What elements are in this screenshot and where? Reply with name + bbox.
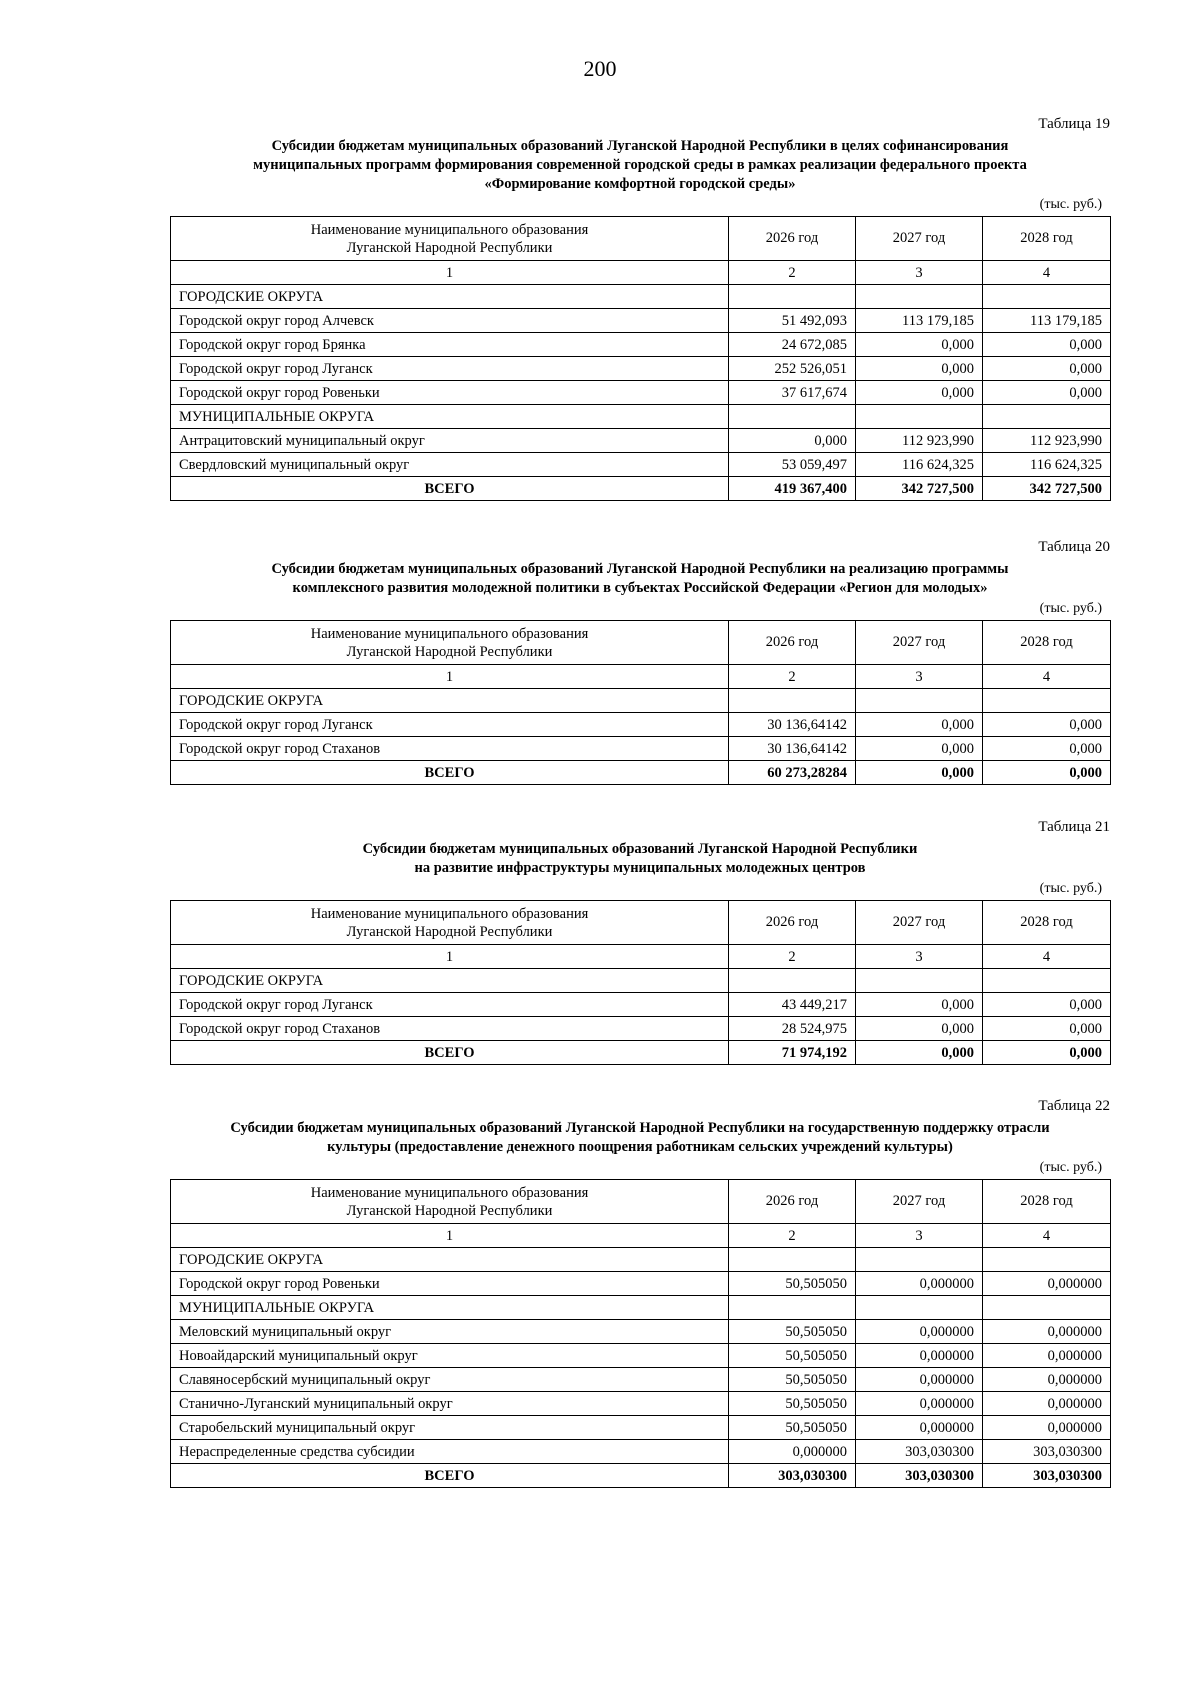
table-row bbox=[171, 737, 1111, 761]
value-cell: 0,000000 bbox=[856, 1320, 983, 1344]
value-cell: 0,000000 bbox=[983, 1416, 1111, 1440]
section-row bbox=[171, 969, 1111, 993]
total-row bbox=[171, 761, 1111, 785]
index-row bbox=[171, 1224, 1111, 1248]
empty-cell bbox=[729, 969, 856, 993]
value-cell: 30 136,64142 bbox=[729, 713, 856, 737]
index-cell: 4 bbox=[983, 1224, 1111, 1248]
section-row bbox=[171, 689, 1111, 713]
value-cell: 50,505050 bbox=[729, 1320, 856, 1344]
value-cell: 0,000 bbox=[856, 713, 983, 737]
index-cell: 1 bbox=[171, 1224, 729, 1248]
units-note: (тыс. руб.) bbox=[1039, 1160, 1102, 1175]
index-cell: 4 bbox=[983, 665, 1111, 689]
table-title bbox=[170, 137, 1110, 194]
total-value-cell: 0,000 bbox=[983, 761, 1111, 785]
index-cell: 1 bbox=[171, 261, 729, 285]
section-name-cell: ГОРОДСКИЕ ОКРУГА bbox=[171, 689, 729, 713]
table-row bbox=[171, 993, 1111, 1017]
header-year-cell: 2028 год bbox=[983, 217, 1111, 261]
name-cell: Новоайдарский муниципальный округ bbox=[171, 1344, 729, 1368]
value-cell: 113 179,185 bbox=[856, 309, 983, 333]
value-cell: 0,000000 bbox=[983, 1344, 1111, 1368]
table-label: Таблица 22 bbox=[1038, 1098, 1110, 1114]
empty-cell bbox=[856, 1296, 983, 1320]
table-label: Таблица 19 bbox=[1038, 116, 1110, 132]
section-row bbox=[171, 1296, 1111, 1320]
value-cell: 50,505050 bbox=[729, 1416, 856, 1440]
value-cell: 37 617,674 bbox=[729, 381, 856, 405]
name-cell: Старобельский муниципальный округ bbox=[171, 1416, 729, 1440]
index-cell: 3 bbox=[856, 945, 983, 969]
table-row bbox=[171, 333, 1111, 357]
index-cell: 2 bbox=[729, 665, 856, 689]
name-cell: Городской округ город Ровеньки bbox=[171, 1272, 729, 1296]
name-cell: Свердловский муниципальный округ bbox=[171, 453, 729, 477]
total-row bbox=[171, 1041, 1111, 1065]
data-table bbox=[170, 1179, 1111, 1488]
header-year-cell: 2027 год bbox=[856, 901, 983, 945]
data-table bbox=[170, 620, 1111, 785]
value-cell: 0,000 bbox=[983, 381, 1111, 405]
index-cell: 2 bbox=[729, 261, 856, 285]
units-note: (тыс. руб.) bbox=[1039, 881, 1102, 896]
total-row bbox=[171, 477, 1111, 501]
name-cell: Городской округ город Стаханов bbox=[171, 737, 729, 761]
value-cell: 0,000000 bbox=[983, 1320, 1111, 1344]
total-label-cell: ВСЕГО bbox=[171, 1041, 729, 1065]
empty-cell bbox=[729, 1296, 856, 1320]
total-label-cell: ВСЕГО bbox=[171, 477, 729, 501]
empty-cell bbox=[983, 969, 1111, 993]
total-value-cell: 303,030300 bbox=[729, 1464, 856, 1488]
value-cell: 50,505050 bbox=[729, 1392, 856, 1416]
header-name-line1: Наименование муниципального образования bbox=[310, 905, 589, 922]
table-row bbox=[171, 381, 1111, 405]
table-label: Таблица 20 bbox=[1038, 539, 1110, 555]
table-title-line: комплексного развития молодежной политики в субъектах Российской Федерации «Регион для молодых» bbox=[292, 580, 988, 596]
header-year-cell: 2026 год bbox=[729, 1180, 856, 1224]
empty-cell bbox=[983, 689, 1111, 713]
data-table bbox=[170, 900, 1111, 1065]
data-table bbox=[170, 216, 1111, 501]
table-row bbox=[171, 713, 1111, 737]
name-cell: Городской округ город Луганск bbox=[171, 357, 729, 381]
header-year-cell: 2026 год bbox=[729, 217, 856, 261]
table-title bbox=[170, 560, 1110, 598]
value-cell: 0,000 bbox=[856, 381, 983, 405]
header-name-cell bbox=[171, 1180, 729, 1224]
units-note: (тыс. руб.) bbox=[1039, 601, 1102, 616]
table-title-line: Субсидии бюджетам муниципальных образований Луганской Народной Республики в целях софинансирования bbox=[271, 138, 1009, 154]
table-title-line: «Формирование комфортной городской среды» bbox=[484, 176, 796, 192]
header-name-line2: Луганской Народной Республики bbox=[346, 239, 553, 256]
section-name-cell: МУНИЦИПАЛЬНЫЕ ОКРУГА bbox=[171, 405, 729, 429]
header-year-cell: 2027 год bbox=[856, 621, 983, 665]
empty-cell bbox=[856, 689, 983, 713]
index-cell: 1 bbox=[171, 665, 729, 689]
total-row bbox=[171, 1464, 1111, 1488]
header-year-cell: 2028 год bbox=[983, 1180, 1111, 1224]
value-cell: 116 624,325 bbox=[983, 453, 1111, 477]
header-year-cell: 2028 год bbox=[983, 901, 1111, 945]
table-title-line: Субсидии бюджетам муниципальных образований Луганской Народной Республики на государственную поддержку отрасли bbox=[230, 1120, 1050, 1136]
table-row bbox=[171, 1320, 1111, 1344]
table-title bbox=[170, 840, 1110, 878]
value-cell: 0,000 bbox=[729, 429, 856, 453]
table-title-line: на развитие инфраструктуры муниципальных молодежных центров bbox=[414, 860, 866, 876]
value-cell: 0,000 bbox=[856, 357, 983, 381]
section-row bbox=[171, 405, 1111, 429]
index-cell: 4 bbox=[983, 261, 1111, 285]
units-note: (тыс. руб.) bbox=[1039, 197, 1102, 212]
total-value-cell: 0,000 bbox=[983, 1041, 1111, 1065]
table-row bbox=[171, 429, 1111, 453]
empty-cell bbox=[983, 1248, 1111, 1272]
value-cell: 112 923,990 bbox=[983, 429, 1111, 453]
value-cell: 112 923,990 bbox=[856, 429, 983, 453]
value-cell: 303,030300 bbox=[856, 1440, 983, 1464]
header-name-cell bbox=[171, 621, 729, 665]
value-cell: 0,000 bbox=[983, 1017, 1111, 1041]
value-cell: 30 136,64142 bbox=[729, 737, 856, 761]
total-label-cell: ВСЕГО bbox=[171, 1464, 729, 1488]
name-cell: Нераспределенные средства субсидии bbox=[171, 1440, 729, 1464]
name-cell: Городской округ город Стаханов bbox=[171, 1017, 729, 1041]
value-cell: 252 526,051 bbox=[729, 357, 856, 381]
header-year-cell: 2027 год bbox=[856, 217, 983, 261]
total-value-cell: 71 974,192 bbox=[729, 1041, 856, 1065]
total-value-cell: 0,000 bbox=[856, 1041, 983, 1065]
value-cell: 53 059,497 bbox=[729, 453, 856, 477]
total-value-cell: 342 727,500 bbox=[983, 477, 1111, 501]
value-cell: 0,000 bbox=[983, 737, 1111, 761]
name-cell: Городской округ город Луганск bbox=[171, 993, 729, 1017]
empty-cell bbox=[856, 285, 983, 309]
header-row bbox=[171, 901, 1111, 945]
total-value-cell: 303,030300 bbox=[983, 1464, 1111, 1488]
table-row bbox=[171, 453, 1111, 477]
table-section-22 bbox=[170, 1097, 1110, 1488]
header-name-line2: Луганской Народной Республики bbox=[346, 923, 553, 940]
section-row bbox=[171, 285, 1111, 309]
header-row bbox=[171, 217, 1111, 261]
table-row bbox=[171, 1272, 1111, 1296]
header-name-line2: Луганской Народной Республики bbox=[346, 643, 553, 660]
index-row bbox=[171, 945, 1111, 969]
total-value-cell: 342 727,500 bbox=[856, 477, 983, 501]
name-cell: Городской округ город Алчевск bbox=[171, 309, 729, 333]
table-title bbox=[170, 1119, 1110, 1157]
empty-cell bbox=[729, 689, 856, 713]
table-section-19 bbox=[170, 115, 1110, 501]
header-year-cell: 2027 год bbox=[856, 1180, 983, 1224]
header-name-cell bbox=[171, 217, 729, 261]
table-section-20 bbox=[170, 538, 1110, 785]
value-cell: 0,000000 bbox=[729, 1440, 856, 1464]
header-name-line1: Наименование муниципального образования bbox=[310, 625, 589, 642]
value-cell: 0,000 bbox=[983, 993, 1111, 1017]
table-title-line: муниципальных программ формирования современной городской среды в рамках реализации федерального проекта bbox=[253, 157, 1027, 173]
value-cell: 0,000000 bbox=[983, 1392, 1111, 1416]
table-title-line: Субсидии бюджетам муниципальных образований Луганской Народной Республики на реализацию программы bbox=[271, 561, 1009, 577]
value-cell: 0,000 bbox=[983, 333, 1111, 357]
table-row bbox=[171, 1017, 1111, 1041]
value-cell: 0,000000 bbox=[856, 1392, 983, 1416]
empty-cell bbox=[856, 405, 983, 429]
table-title-line: культуры (предоставление денежного поощрения работникам сельских учреждений культуры) bbox=[327, 1139, 953, 1155]
empty-cell bbox=[729, 1248, 856, 1272]
section-name-cell: ГОРОДСКИЕ ОКРУГА bbox=[171, 285, 729, 309]
value-cell: 0,000000 bbox=[856, 1344, 983, 1368]
value-cell: 43 449,217 bbox=[729, 993, 856, 1017]
value-cell: 0,000 bbox=[856, 993, 983, 1017]
value-cell: 113 179,185 bbox=[983, 309, 1111, 333]
page-number: 200 bbox=[583, 56, 617, 81]
name-cell: Городской округ город Ровеньки bbox=[171, 381, 729, 405]
index-cell: 3 bbox=[856, 665, 983, 689]
value-cell: 0,000000 bbox=[983, 1272, 1111, 1296]
name-cell: Станично-Луганский муниципальный округ bbox=[171, 1392, 729, 1416]
table-row bbox=[171, 309, 1111, 333]
table-row bbox=[171, 1368, 1111, 1392]
name-cell: Городской округ город Луганск bbox=[171, 713, 729, 737]
index-cell: 3 bbox=[856, 261, 983, 285]
total-value-cell: 0,000 bbox=[856, 761, 983, 785]
value-cell: 0,000000 bbox=[856, 1416, 983, 1440]
name-cell: Городской округ город Брянка bbox=[171, 333, 729, 357]
table-title-line: Субсидии бюджетам муниципальных образований Луганской Народной Республики bbox=[362, 841, 918, 857]
table-row bbox=[171, 1440, 1111, 1464]
value-cell: 0,000000 bbox=[856, 1368, 983, 1392]
value-cell: 28 524,975 bbox=[729, 1017, 856, 1041]
value-cell: 0,000 bbox=[856, 1017, 983, 1041]
section-name-cell: МУНИЦИПАЛЬНЫЕ ОКРУГА bbox=[171, 1296, 729, 1320]
index-cell: 4 bbox=[983, 945, 1111, 969]
empty-cell bbox=[856, 1248, 983, 1272]
value-cell: 0,000000 bbox=[983, 1368, 1111, 1392]
empty-cell bbox=[983, 285, 1111, 309]
section-row bbox=[171, 1248, 1111, 1272]
value-cell: 303,030300 bbox=[983, 1440, 1111, 1464]
index-cell: 2 bbox=[729, 1224, 856, 1248]
header-name-cell bbox=[171, 901, 729, 945]
header-name-line1: Наименование муниципального образования bbox=[310, 1184, 589, 1201]
empty-cell bbox=[729, 405, 856, 429]
table-row bbox=[171, 1392, 1111, 1416]
table-label: Таблица 21 bbox=[1038, 819, 1110, 835]
table-section-21 bbox=[170, 818, 1110, 1065]
value-cell: 0,000 bbox=[983, 357, 1111, 381]
total-value-cell: 419 367,400 bbox=[729, 477, 856, 501]
header-year-cell: 2028 год bbox=[983, 621, 1111, 665]
index-cell: 2 bbox=[729, 945, 856, 969]
value-cell: 50,505050 bbox=[729, 1368, 856, 1392]
value-cell: 0,000 bbox=[856, 333, 983, 357]
index-row bbox=[171, 665, 1111, 689]
header-name-line2: Луганской Народной Республики bbox=[346, 1202, 553, 1219]
total-label-cell: ВСЕГО bbox=[171, 761, 729, 785]
value-cell: 50,505050 bbox=[729, 1272, 856, 1296]
index-cell: 1 bbox=[171, 945, 729, 969]
name-cell: Меловский муниципальный округ bbox=[171, 1320, 729, 1344]
value-cell: 0,000 bbox=[856, 737, 983, 761]
header-name-line1: Наименование муниципального образования bbox=[310, 221, 589, 238]
header-year-cell: 2026 год bbox=[729, 621, 856, 665]
table-row bbox=[171, 1344, 1111, 1368]
value-cell: 0,000000 bbox=[856, 1272, 983, 1296]
empty-cell bbox=[983, 405, 1111, 429]
total-value-cell: 60 273,28284 bbox=[729, 761, 856, 785]
value-cell: 24 672,085 bbox=[729, 333, 856, 357]
empty-cell bbox=[729, 285, 856, 309]
index-row bbox=[171, 261, 1111, 285]
value-cell: 50,505050 bbox=[729, 1344, 856, 1368]
value-cell: 116 624,325 bbox=[856, 453, 983, 477]
name-cell: Славяносербский муниципальный округ bbox=[171, 1368, 729, 1392]
index-cell: 3 bbox=[856, 1224, 983, 1248]
total-value-cell: 303,030300 bbox=[856, 1464, 983, 1488]
table-row bbox=[171, 357, 1111, 381]
value-cell: 0,000 bbox=[983, 713, 1111, 737]
value-cell: 51 492,093 bbox=[729, 309, 856, 333]
empty-cell bbox=[983, 1296, 1111, 1320]
section-name-cell: ГОРОДСКИЕ ОКРУГА bbox=[171, 969, 729, 993]
header-row bbox=[171, 621, 1111, 665]
header-year-cell: 2026 год bbox=[729, 901, 856, 945]
name-cell: Антрацитовский муниципальный округ bbox=[171, 429, 729, 453]
empty-cell bbox=[856, 969, 983, 993]
header-row bbox=[171, 1180, 1111, 1224]
table-row bbox=[171, 1416, 1111, 1440]
section-name-cell: ГОРОДСКИЕ ОКРУГА bbox=[171, 1248, 729, 1272]
